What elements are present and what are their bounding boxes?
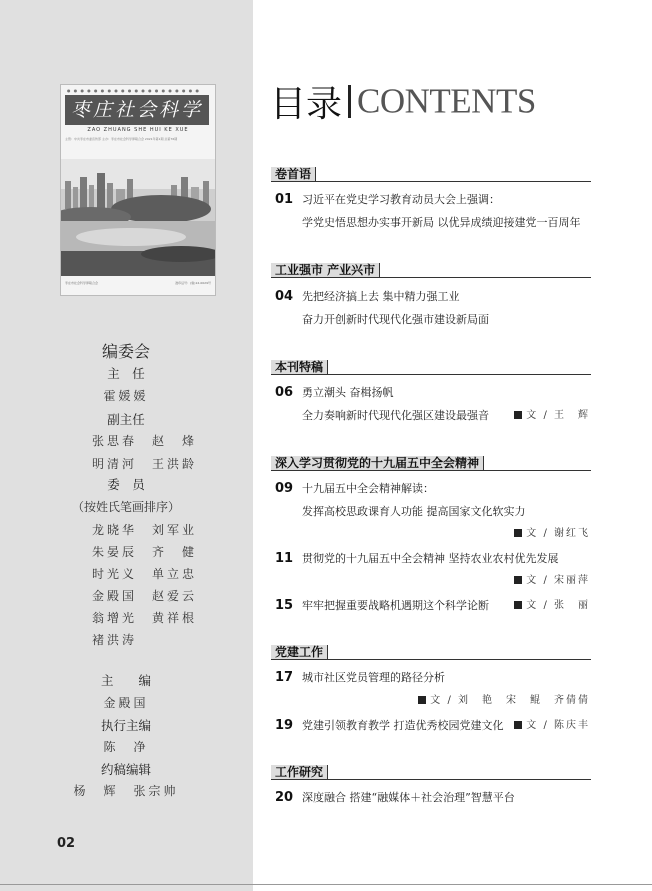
entry-title[interactable]: 全力奏响新时代现代化强区建设最强音 xyxy=(302,409,489,422)
entry-author xyxy=(514,599,590,613)
author-text: 文 / 谢红飞 xyxy=(526,528,590,539)
contents-title-en: CONTENTS xyxy=(357,81,536,121)
members-note: （按姓氏笔画排序） xyxy=(71,500,180,514)
editorial-board-title: 编委会 xyxy=(101,342,150,361)
entry-page-number[interactable]: 04 xyxy=(275,289,294,304)
director-name: 霍媛媛 xyxy=(103,389,149,403)
member-row xyxy=(40,609,264,626)
cover-small-line: 主管：中共枣庄市委宣传部 主办：枣庄市社会科学界联合会 2021年第1期 总第76期 xyxy=(65,137,178,141)
author-square-icon xyxy=(418,696,426,704)
entry-page-number[interactable]: 19 xyxy=(275,718,294,733)
contributing-editor-names: 杨 辉 张宗帅 xyxy=(73,784,179,798)
deputy-row xyxy=(40,455,264,472)
entry-title[interactable]: 牢牢把握重要战略机遇期这个科学论断 xyxy=(302,599,489,612)
author-square-icon xyxy=(514,721,522,729)
section-header xyxy=(271,765,591,780)
title-divider xyxy=(348,85,351,118)
entry-title[interactable]: 十九届五中全会精神解读： xyxy=(302,482,434,495)
author-square-icon xyxy=(514,576,522,584)
entry-author xyxy=(514,574,590,588)
section-header xyxy=(271,360,591,375)
member-name: 单立忠 xyxy=(152,567,198,581)
member-name: 金殿国 xyxy=(92,589,138,603)
entry-author xyxy=(418,694,590,708)
chief-editor-name: 金殿国 xyxy=(103,696,149,710)
members-label: 委 员 xyxy=(107,477,145,492)
entry-title[interactable]: 勇立潮头 奋楫扬帆 xyxy=(302,386,394,399)
author-text: 文 / 王 辉 xyxy=(526,410,590,421)
executive-editor-label: 执行主编 xyxy=(100,718,151,733)
entry-title[interactable]: 城市社区党员管理的路径分析 xyxy=(302,671,445,684)
section-label: 工作研究 xyxy=(271,765,328,779)
section-label: 党建工作 xyxy=(271,645,328,659)
section-label: 卷首语 xyxy=(271,167,316,181)
member-name: 黄祥根 xyxy=(152,611,198,625)
chief-editor-label: 主 编 xyxy=(100,673,151,688)
member-name: 翁增光 xyxy=(92,611,138,625)
magazine-cover xyxy=(60,84,216,296)
deputy-name: 王洪龄 xyxy=(152,457,198,471)
executive-editor-name: 陈 净 xyxy=(103,740,149,754)
author-square-icon xyxy=(514,529,522,537)
entry-title[interactable]: 学党史悟思想办实事开新局 以优异成绩迎接建党一百周年 xyxy=(302,216,581,229)
director-label: 主 任 xyxy=(107,366,145,381)
section-header xyxy=(271,456,591,471)
section-header xyxy=(271,167,591,182)
entry-title[interactable]: 奋力开创新时代现代化强市建设新局面 xyxy=(302,313,489,326)
cover-top-dots: ● ● ● ● ● ● ● ● ● ● ● ● ● ● ● ● ● ● ● ● xyxy=(67,88,200,93)
cover-masthead-pinyin: ZAO ZHUANG SHE HUI KE XUE xyxy=(87,127,189,133)
entry-author xyxy=(514,409,590,423)
section-label: 工业强市 产业兴市 xyxy=(271,263,380,277)
author-text: 文 / 宋丽萍 xyxy=(526,575,590,586)
contents-title-zh: 目录 xyxy=(270,84,343,125)
member-name: 朱晏辰 xyxy=(92,545,138,559)
author-square-icon xyxy=(514,601,522,609)
author-text: 文 / 刘 艳 宋 鲲 齐倩倩 xyxy=(430,695,590,706)
cover-footer-left: 枣庄市社会科学界联合会 xyxy=(65,281,99,285)
entry-page-number[interactable]: 09 xyxy=(275,481,294,496)
deputy-name: 明清河 xyxy=(92,457,138,471)
author-text: 文 / 张 丽 xyxy=(526,600,590,611)
cover-city-photo xyxy=(61,159,215,276)
entry-page-number[interactable]: 06 xyxy=(275,385,294,400)
section-header xyxy=(271,263,591,278)
section-label: 深入学习贯彻党的十九届五中全会精神 xyxy=(271,456,484,470)
entry-title[interactable]: 先把经济搞上去 集中精力强工业 xyxy=(302,290,460,303)
contents-header xyxy=(270,76,536,127)
cover-masthead: 枣庄社会科学 xyxy=(65,95,209,125)
member-row xyxy=(40,521,264,538)
member-name: 刘军业 xyxy=(152,523,198,537)
deputy-label: 副主任 xyxy=(107,412,145,427)
author-square-icon xyxy=(514,411,522,419)
deputy-name: 赵 烽 xyxy=(152,434,198,448)
section-label: 本刊特稿 xyxy=(271,360,328,374)
entry-title[interactable]: 党建引领教育教学 打造优秀校园党建文化 xyxy=(302,719,504,732)
member-name: 褚洪涛 xyxy=(92,633,138,647)
cover-footer-right: 准印证号：(鲁)12-0029号 xyxy=(175,281,211,285)
member-row xyxy=(40,543,264,560)
entry-author xyxy=(514,719,590,733)
member-row xyxy=(40,565,264,582)
member-name: 赵爱云 xyxy=(152,589,198,603)
entry-title[interactable]: 习近平在党史学习教育动员大会上强调： xyxy=(302,193,500,206)
member-row xyxy=(40,587,264,604)
left-panel xyxy=(0,0,253,891)
entry-title[interactable]: 贯彻党的十九届五中全会精神 坚持农业农村优先发展 xyxy=(302,552,559,565)
entry-author xyxy=(514,527,590,541)
contributing-editor-label: 约稿编辑 xyxy=(100,762,151,777)
entry-page-number[interactable]: 15 xyxy=(275,598,294,613)
entry-page-number[interactable]: 20 xyxy=(275,790,294,805)
deputy-name: 张思春 xyxy=(92,434,138,448)
entry-page-number[interactable]: 11 xyxy=(275,551,294,566)
bottom-rule xyxy=(0,884,652,885)
entry-page-number[interactable]: 01 xyxy=(275,192,294,207)
entry-title[interactable]: 发挥高校思政课育人功能 提高国家文化软实力 xyxy=(302,505,526,518)
member-name: 时光义 xyxy=(92,567,138,581)
section-header xyxy=(271,645,591,660)
page-number: 02 xyxy=(57,836,76,851)
author-text: 文 / 陈庆丰 xyxy=(526,720,590,731)
member-name: 龙晓华 xyxy=(92,523,138,537)
deputy-row xyxy=(40,432,264,449)
member-row xyxy=(40,631,264,648)
entry-title[interactable]: 深度融合 搭建“融媒体＋社会治理”智慧平台 xyxy=(302,791,515,804)
member-name: 齐 健 xyxy=(152,545,198,559)
entry-page-number[interactable]: 17 xyxy=(275,670,294,685)
